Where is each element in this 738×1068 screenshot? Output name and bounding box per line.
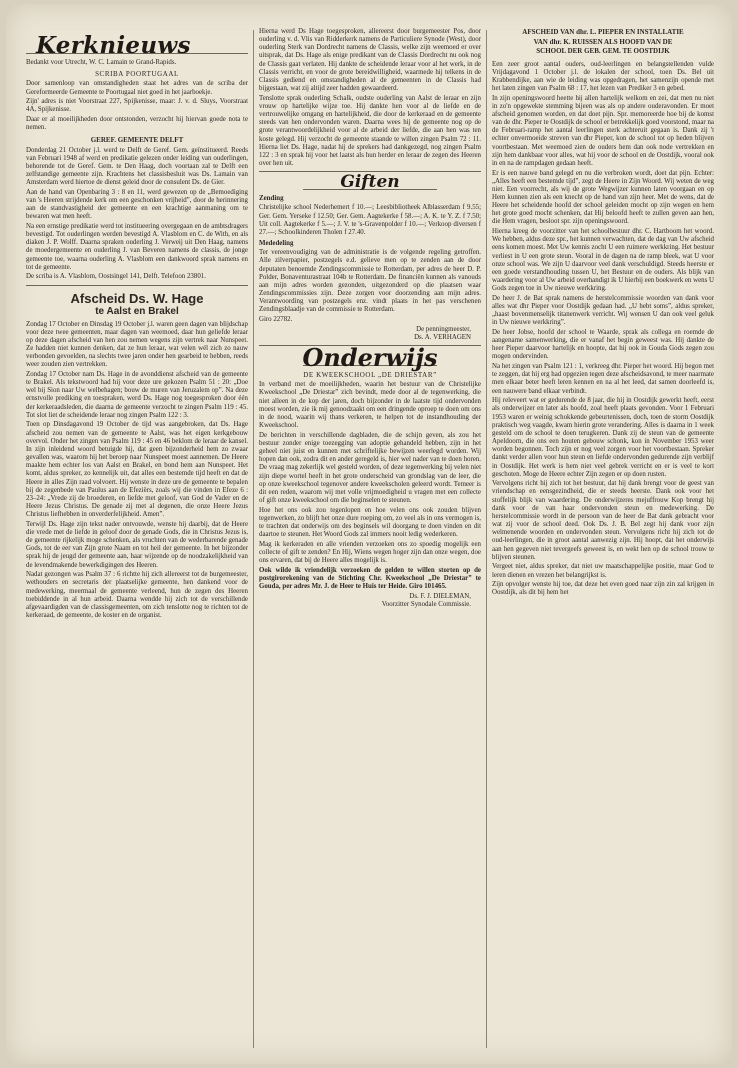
zending-text: Christelijke school Nederhemert f 10.—; Leesbibliotheek Alblasserdam f 9.55; Ger. Gem. Yerseke f 12.50; Ger. Gem. Aagtekerke f 58.—; A. K. te Y. Z. f 7.50; Uit coll. Aagtekerke f 5.—; J. V. te 's-Gravenpolder f 10.—; Verkoop diversen f 27.—; Schoolkinderen Tholen f 27.40. [259, 204, 481, 236]
kweekschool-paragraph: Hoe het ons ook zou tegenlopen en hoe velen ons ook zouden blijven tegenwerken, zo blijft het onze dure roeping om, zo veel als in ons vermogen is, te trachten dat onderwijs om des beginsels wil doorgang te doen vinden en dit daartoe te steunen. Het Woord Gods zal immers nooit ledig wederkeren. [259, 506, 481, 539]
delft-title: GEREF. GEMEENTE DELFT [90, 136, 184, 145]
afscheid-paragraph: Nadat gezongen was Psalm 37 : 6 richtte hij zich allereerst tot de burgemeester, wethouders en secretaris der plaatselijke gemeente, hen dankend voor de medewerking, meermaal de gemeente verleend, hun de zegen des Heeren toebiddende in al hun arbeid. Daarna wendde hij zich tot de verschillende afgevaardigden van de classisgemeenten, om zich tenslotte nog te richten tot de kerkeraad, de gemeente, de koster en de organist. [26, 571, 248, 620]
scriba-text: Door samenloop van omstandigheden staat het adres van de scriba der Gereformeerde Gemeente te Poortugaal niet goed in het jaarboekje. [26, 80, 248, 96]
column-middle [259, 28, 481, 1050]
scriba-address: Zijn' adres is niet Voorstraat 227, Spijkenisse, maar: J. v. d. Sluys, Voorstraat 4A, Spijkenisse. [26, 98, 248, 114]
pieper-paragraph: Na het zingen van Psalm 121 : 1, verkreeg dhr. Pieper het woord. Hij begon met te zeggen, dat hij erg had opgezien tegen deze afscheidsavond, te meer naarmate men elkaar beter heeft leren kennen en na al het leed, dat samen doorleefd is, een nauwere band elkaar verbindt. [492, 363, 714, 395]
kweekschool-paragraph: In verband met de moeilijkheden, waarin het bestuur van de Christelijke Kweekschool „De Driestar” zich bevindt, mede door al de tegenwerking, die niet alleen in de kop der jaren, doch bijzonder in de laatste tijd ondervonden moest worden, zie ik mij genoodzaakt om een dringende oproep te doen om ons in de nood, waarin wij thans verkeren, te helpen tot de instandhouding der Kweekschool. [259, 381, 481, 430]
hage-paragraph: Hierna werd Ds Hage toegesproken, allereerst door burgemeester Pos, door ouderling v. d. Vlis van Ridderkerk namens de Particuliere Synode (West), door ouderling Sterk van Dordrecht namens de Classis, welke zijn weemoed er over uitsprak, dat Ds. Hage als enige predikant van de Classis Dordrecht nu ook nog de Classis gaat verlaten. Hij dankte de scheidende leraar voor al het werk, in de Classis verricht, en voor de grote bereidwilligheid, waarmede hij telkens in de Classis gediend en omstandigheden al de gemeenten in de Classis had bijgestaan, wat zij altijd zeer hadden gewaardeerd. [259, 28, 481, 93]
column-left [26, 28, 248, 1050]
scriba-apology: Daar er al moeilijkheden door ontstonden, verzocht hij hiervan goede nota te nemen. [26, 116, 248, 132]
headline-line: AFSCHEID VAN dhr. L. PIEPER EN INSTALLATIE [522, 28, 684, 36]
delft-paragraph: Aan de hand van Openbaring 3 : 8 en 11, werd gewezen op de „Bemoediging van 's Heeren strijdende kerk om een geschonken vrijheid”, door de herinnering aan de standvastigheid der gemeente en een krachtige aanmaning om te bewaren wat men heeft. [26, 188, 248, 221]
kweekschool-title: DE KWEEKSCHOOL „DE DRIESTAR” [303, 371, 437, 380]
mededeling-text: Ter vereenvoudiging van de administratie is de volgende regeling getroffen. Alle zilverpapier, postzegels e.d. gelieve men op te zenden aan de door deputaten benoemde Zendingscommissie te Rotterdam, per adres de heer D. P. Polder, Bonaventurastraat 104b te Rotterdam. De financiën kunnen als vanouds aan mijn adres worden gezonden, uitgezonderd op die plaatsen waar Zendingscommissies zijn. Deze zorgen voor doorzending aan mijn adres. Verantwoording van postzegels enz. vindt plaats in het pas verschenen Zendingsblaadje van de commissie te Rotterdam. [259, 249, 481, 314]
pieper-paragraph: Zijn opvolger wenste hij toe, dat deze het even goed naar zijn zin zal krijgen in Oostdijk, als dit bij hem het [492, 581, 714, 597]
delft-paragraph: Na een ernstige predikatie werd tot institueering overgegaan en de ambtsdragers bevestigd. Tot ouderlingen werden bevestigd A. Vlasblom en C. de With, en als diaken J. P. Wolff. Daarna spraken ouderling J. Verweij uit Den Haag, namens de moedergemeente en ouderling J. van Beveren namens de classis, de jonge gemeente toe, waarna ouderling A. Vlasblom een dankwoord sprak namens en tot de gemeente. [26, 222, 248, 271]
pieper-paragraph: De heer Jobse, hoofd der school te Waarde, sprak als collega en roemde de aangename samenwerking, die er vanaf het begin geweest was. Hij dankte de heer Pieper daarvoor hartelijk en hoopte, dat hij ook in Gouda Gods zegen zou mogen ondervinden. [492, 329, 714, 361]
newspaper-page [6, 4, 732, 1064]
signature-role: Voorzitter Synodale Commissie. [381, 600, 471, 608]
afscheid-subheading: te Aalst en Brakel [95, 305, 179, 317]
pieper-paragraph: Hij releveert wat er gedurende de 8 jaar, die hij in Oostdijk gewerkt heeft, eerst als onderwijzer en later als hoofd, zoal heeft plaats gevonden. Voor 1 Februari 1953 waren er weinig schokkende gebeurtenissen, doch, toen de storm Oostdijk praktisch weg vaagde, kwam hierin grote verandering. Alles is daarna in 1 week gesteld om de school te doen terugkeren. Dank zij de steun van de gemeente Apeldoorn, die ons een houten gebouw schonk, kon in November 1953 weer worden begonnen. Toch zijn er nog veel zorgen voor het voortbestaan. Spreker dankt verder allen voor hun steun en liefde ondervonden gedurende zijn verblijf in Oostdijk. Het werk is hem niet veel gebrek verricht en er is veel te kort geschoten. Moge de Heere echter Zijn zegen er op doen rusten. [492, 397, 714, 478]
divider [26, 285, 248, 286]
afscheid-heading: Afscheid Ds. W. Hage [70, 290, 204, 306]
pieper-paragraph: Vervolgens richt hij zich tot het bestuur, dat hij dank brengt voor de geest van vriendschap en eensgezindheid, die er steeds heerste. Dank ook voor het stoffelijk blijk van waardering. De onderwijzeres mejuffrouw Kop brengt hij dank voor de van haar ondervonden steun en medewerking. De herstelcommissie wordt in de persoon van de heer de Bat dank gebracht voor wat zij voor de school deed. Ook Ds. J. B. Bel zegt hij dank voor zijn welmenende woorden en ondervonden steun. Vervolgens richt hij zich tot de oud-leerlingen, die in groot aantal aanwezig zijn. Hij hoopt, dat het onderwijs aan hen gegeven niet tevergeefs geweest is, en wekt hen op de school trouw te blijven steunen. [492, 480, 714, 561]
headline-line: VAN dhr. K. RUISSEN ALS HOOFD VAN DE [533, 37, 673, 46]
column-rule [486, 30, 487, 1048]
bedankt-notice: Bedankt voor Utrecht, W. C. Lamain te Grand-Rapids. [26, 59, 177, 67]
afscheid-paragraph: Toen op Dinsdagavond 19 October de tijd was aangebroken, dat Ds. Hage afscheid zou nemen van de gemeente te Aalst, was het eigen kerkgebouw overvol. Onder het zingen van Psalm 119 : 45 en 46 beklom de leraar de kansel. In zijn inleidend woord betuigde hij, dat geen bijzonderheid hem zo zwaar gevallen was, waarom hij het beroep naar Nunspeet moest aannemen. De Heere maakte hem echter los van Aalst en Brakel, en bond hem aan Nunspeet. Het komt, aldus spreker, zo kennelijk uit, dat alles een bestemde tijd heeft en dat de Heere in alles Zijn raad volvoert. Hij wenste in deze ure de gemeente te bepalen bij de zegenbede van Paulus aan de Efeziërs, zoals wij die vinden in Efeze 6 : 23–24: „Vrede zij de broederen, en liefde met geloof, van God de Vader en de Heere Jezus Christus. De genade zij met al degenen, die onze Heere Jezus Christus liefhebben in onverderfelijkheid. Amen”. [26, 421, 248, 519]
hage-paragraph: Tenslotte sprak ouderling Schalk, oudste ouderling van Aalst de leraar en zijn vrouw op hartelijke wijze toe. Hij dankte hen voor al de liefde en de vertrouwelijke omgang en hartelijkheid, die door de kerkeraad en de gemeente steeds van hen ondervonden waren. Daarna wees hij de gemeente nog op de grote verantwoordelijkheid voor al de arbeid der liefde, die aan hen was ten koste gelegd. Hij verzocht de gemeente staande te willen zingen Psalm 72 : 11. Hierna liet Ds. Hage, nadat hij de sprekers had dankgezegd, nog zingen Psalm 122 : 3 en sprak hij voor het laatst als hun herder en leraar de zegen des Heeren over hen uit. [259, 94, 481, 167]
delft-paragraph: Donderdag 21 October j.l. werd te Delft de Geref. Gem. geïnstitueerd. Reeds van Februari 1948 af werd en predikatie gelezen onder leiding van ouderlingen, behorende tot de Geref. Gem. te Den Haag, doch voortaan zal te Delft een zelfstandige gemeente zijn. Krachtens het classisbesluit was Ds. Lamain van Amsterdam werd hiertoe de dienst geleid door de consulent Ds. de Gier. [26, 146, 248, 187]
pieper-paragraph: Een zeer groot aantal ouders, oud-leerlingen en belangstellenden vulde Vrijdagavond 1 October j.l. de lokalen der school, toen Ds. Bel uit Krabbendijke, aan wie de leiding was opgedragen, het samenzijn opende met het laten zingen van Psalm 68 : 17, het lezen van Prediker 3 en gebed. [492, 60, 714, 92]
signature-name: Ds. F. J. DIELEMAN, [409, 592, 471, 600]
pieper-paragraph: De heer J. de Bat sprak namens de herstelcommissie woorden van dank voor alles wat dhr Pieper voor Oostdijk gedaan had. „U hebt soms”, aldus spreker, „haast bovenmenselijk titanenwerk verricht. Wij wensen U dan ook veel geluk in Uw nieuwe werkkring”. [492, 294, 714, 327]
pieper-paragraph: Er is een nauwe band gelegd en nu die verbroken wordt, doet dat pijn. Echter: „Alles heeft een bestemde tijd”, zegt de Heere in Zijn Woord. Wij weten de weg niet. Een voorrecht, als wij de grote Wegwijzer kunnen laten voorgaan en op Hem kunnen zien als een knecht op de hand van zijn heer. Met de wens, dat de Heere het scheidende hoofd der school geleiden mocht op zijn wegen en hem het grote goed mocht schenken, dat Hij beloofd heeft te zullen geven aan hen, die Hem vragen, besloot spr. zijn openingswoord. [492, 169, 714, 226]
afscheid-paragraph: Terwijl Ds. Hage zijn tekst nader ontvouwde, wenste hij daarbij, dat de Heere die vrede met de liefde in geloof door de genade Gods, die in Christus Jezus is, de gemeente rijkelijk moge schenken, als vruchten van de wederbarende genade Gods, tot de eer van Zijn grote Naam en tot heil der gemeente. In het bijzonder sprak hij de jeugd der gemeente aan, haar wijzende op de noodzakelijkheid van de levendmakende bewerkdigingen des Heeren. [26, 520, 248, 569]
kweekschool-paragraph: De berichten in verschillende dagbladen, die de schijn geven, als zou het bestuur zonder enige toezegging van adoptie gehandeld hebben, zijn in het geheel niet juist en kunnen met schriftelijke bewijzen weerlegd worden. Wij hopen dan ook, zodra dit en ander geregeld is, hier wel nader van te doen horen. De vraag mag zekerlijk wel gesteld worden, of deze tegenwerking bij velen niet zijn diepe wortel heeft in het grote onderscheid van grondslag van de leer, die op onze kweekschool tegenover andere kweekscholen geleerd wordt. Temeer is dit een reden, waarom wij met volle vrijmoedigheid u vragen met een collecte of gift onze kweekschool om die beginselen te steunen. [259, 431, 481, 504]
mededeling-label: Mededeling [259, 240, 294, 248]
onderwijs-heading: Onderwijs [302, 342, 438, 372]
kweekschool-paragraph: Mag ik kerkeraden en alle vrienden verzoeken ons zo spoedig mogelijk een collecte of gift te zenden? En Hij, Wiens wegen hoger zijn dan onze wegen, doe ons ervaren, dat bij de Heere alles mogelijk is. [259, 540, 481, 565]
pieper-paragraph: Hierna kreeg de voorzitter van het schoolbestuur dhr. C. Hartboom het woord. We hebben, aldus deze spr., het kunnen verwachten, dat de dag van Uw afscheid eens komen moest. Met Uw kennis zocht U een ruimere werkkring. Het bestuur verliest in U een grote steun. Vooral in de dagen na de ramp bleek, wat U voor onze school was. We zijn U daarvoor veel dank verschuldigd. Steeds heerste er een goede verstandhouding tussen U, het Bestuur en de ouders. Als blijk van waardering voor al Uw arbeid overhandigt ik U hierbij een boekwerk en wens U Gods zegen toe in Uw nieuwe werkkring. [492, 228, 714, 293]
giro-number: Giro 22782. [259, 316, 293, 323]
column-right [492, 28, 714, 1050]
afscheid-paragraph: Zondag 17 October nam Ds. Hage in de avonddienst afscheid van de gemeente te Brakel. Als tekstwoord had hij voor deze ure gekozen Psalm 51 : 20: „Doe wel bij Sion naar Uw welbehagen; bouw de muren van Jeruzalem op”. Na deze ernstvolle prediking en toespraken, werd Ds. Hage nog toegesproken door één der kerkeraadsleden, die daarna de gemeente verzocht te zingen Psalm 119 : 45. Tot slot liet de scheidende leraar nog zingen Psalm 122 : 3. [26, 371, 248, 419]
zending-label: Zending [259, 195, 284, 203]
penningmeester-name: Ds. A. VERHAGEN [414, 333, 471, 341]
penningmeester-title: De penningmeester, [416, 325, 471, 333]
delft-scriba: De scriba is A. Vlasblom, Oostsingel 141, Delft. Telefoon 23801. [26, 273, 206, 281]
pieper-paragraph: In zijn openingswoord heette hij allen hartelijk welkom en zei, dat men nu niet in zo'n opgewekte stemming bijeen was als op andere ouderavonden. Er moet afscheid genomen worden, en dat doet pijn. Spr. memoreerde hoe bij de komst van de dhr. Pieper te Oostdijk de school er betrekkelijk goed voorstond, maar na de Februari-ramp het aantal leerlingen sterk achteruit gegaan is. Dank zij 't echter onvermoeide streven van dhr Pieper, kon de school tot op heden blijven voortbestaan. Met weemoed zien de ouders hem dan ook node vertrekken en zijn hem dankbaar voor alles, wat hij voor de school en de Oostdijk, vooral ook in en na de rampdagen gedaan heeft. [492, 94, 714, 167]
kerknieuws-heading: Kerknieuws [36, 32, 191, 59]
kweekschool-paragraph: Ook wilde ik vriendelijk verzoeken de gelden te willen storten op de postgirorekening van de Stichting Chr. Kweekschool „De Driestar” te Gouda, per adres Mr. J. de Heer te Huis ter Heide. Giro 101465. [259, 566, 481, 591]
scriba-title: SCRIBA POORTUGAAL [95, 70, 179, 79]
pieper-paragraph: Vergeet niet, aldus spreker, dat niet uw maatschappelijke positie, maar God te leren dienen en vrezen het belangrijkst is. [492, 563, 714, 579]
column-rule [253, 30, 254, 1048]
pieper-headline [492, 28, 714, 57]
afscheid-paragraph: Zondag 17 October en Dinsdag 19 October j.l. waren geen dagen van blijdschap voor deze twee gemeenten, maar dagen van weemoed, daar hun geliefde leraar op deze dagen afscheid van hen zou nemen wegens zijn vertrek naar Nunspeet. Ze hadden niet kunnen denken, dat ze hun leraar, wat velen wél zich zo nauw verbonden gevoelden, na slechts twee jaren onder hen gearbeid te hebben, reeds weer zouden zien vertrekken. [26, 320, 248, 369]
giften-heading: Giften [340, 172, 400, 193]
headline-line: SCHOOL DER GEB. GEM. TE OOSTDIJK [536, 47, 670, 55]
